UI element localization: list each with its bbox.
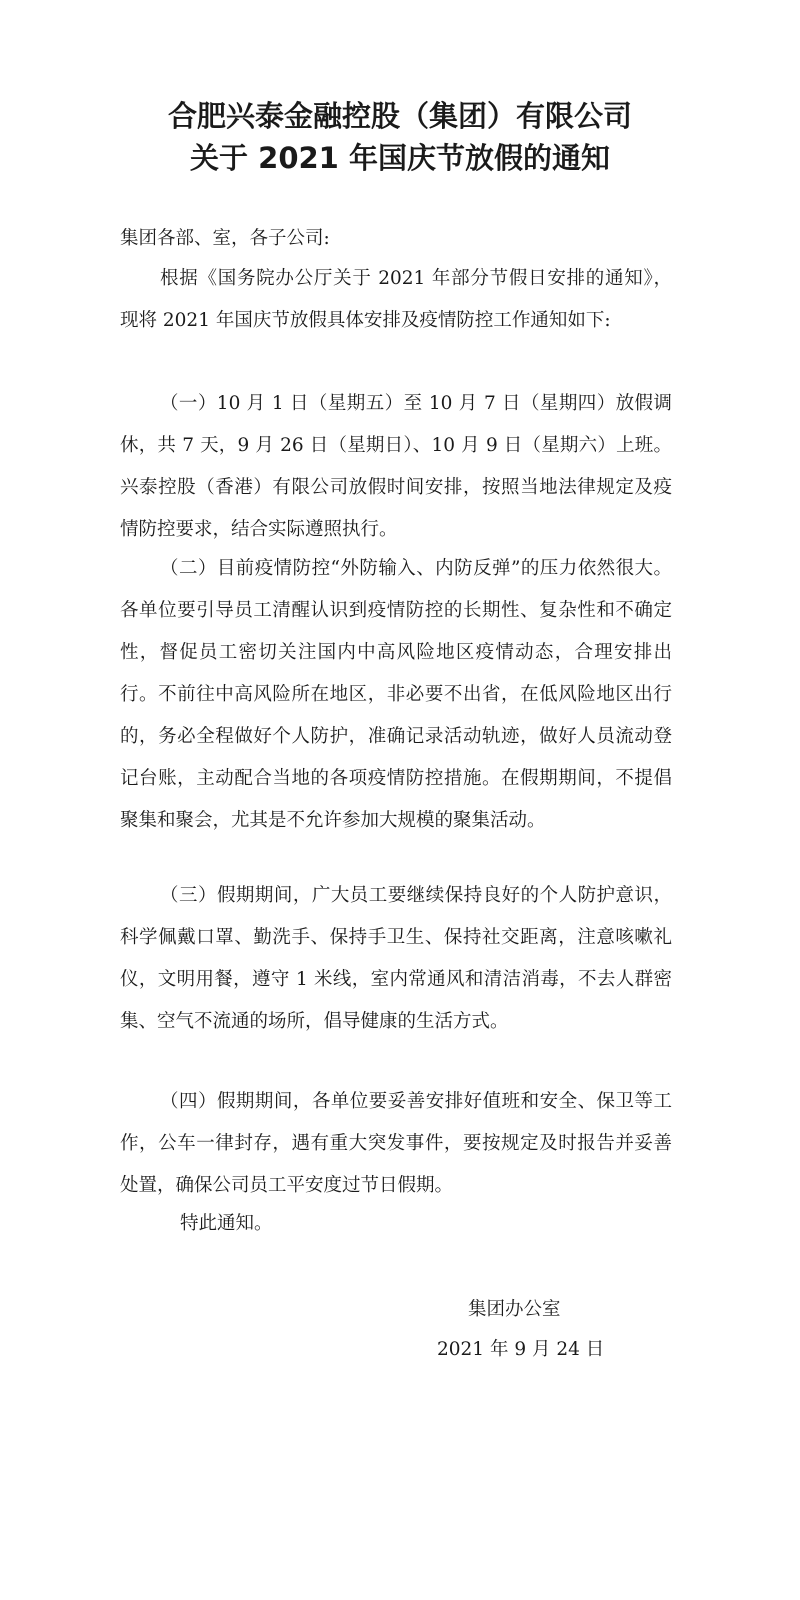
salutation: 集团各部、室，各子公司: (120, 228, 330, 249)
intro-paragraph: 根据《国务院办公厅关于 2021 年部分节假日安排的通知》，现将 2021 年国庆节放假具体安排及疫情防控工作通知如下: (120, 268, 672, 331)
item-paragraph-1: （一）10 月 1 日（星期五）至 10 月 7 日（星期四）放假调休，共 7 天，9 月 26 日（星期日）、10 月 9 日（星期六）上班。兴泰控股（香港）有限公司放假时间安排，按照当地法律规定及疫情防控要求，结合实际遵照执行。 (120, 393, 672, 540)
signature-office: 集团办公室 (468, 1299, 561, 1320)
notice-title-line-2: 关于 2021 年国庆节放假的通知 (190, 141, 610, 175)
closing-line: 特此通知。 (180, 1213, 273, 1234)
item-paragraph-4: （四）假期期间，各单位要妥善安排好值班和安全、保卫等工作，公车一律封存，遇有重大突发事件，要按规定及时报告并妥善处置，确保公司员工平安度过节日假期。 (120, 1091, 672, 1196)
item-paragraph-3: （三）假期期间，广大员工要继续保持良好的个人防护意识，科学佩戴口罩、勤洗手、保持手卫生、保持社交距离，注意咳嗽礼仪，文明用餐，遵守 1 米线，室内常通风和清洁消毒，不去人群密集、空气不流通的场所，倡导健康的生活方式。 (120, 885, 672, 1032)
item-paragraph-2: （二）目前疫情防控“外防输入、内防反弹”的压力依然很大。各单位要引导员工清醒认识到疫情防控的长期性、复杂性和不确定性，督促员工密切关注国内中高风险地区疫情动态，合理安排出行。不前往中高风险所在地区，非必要不出省，在低风险地区出行的，务必全程做好个人防护，准确记录活动轨迹，做好人员流动登记台账，主动配合当地的各项疫情防控措施。在假期期间，不提倡聚集和聚会，尤其是不允许参加大规模的聚集活动。 (120, 558, 672, 831)
signature-date: 2021 年 9 月 24 日 (437, 1339, 605, 1360)
notice-title-line-1: 合肥兴泰金融控股（集团）有限公司 (167, 99, 632, 133)
